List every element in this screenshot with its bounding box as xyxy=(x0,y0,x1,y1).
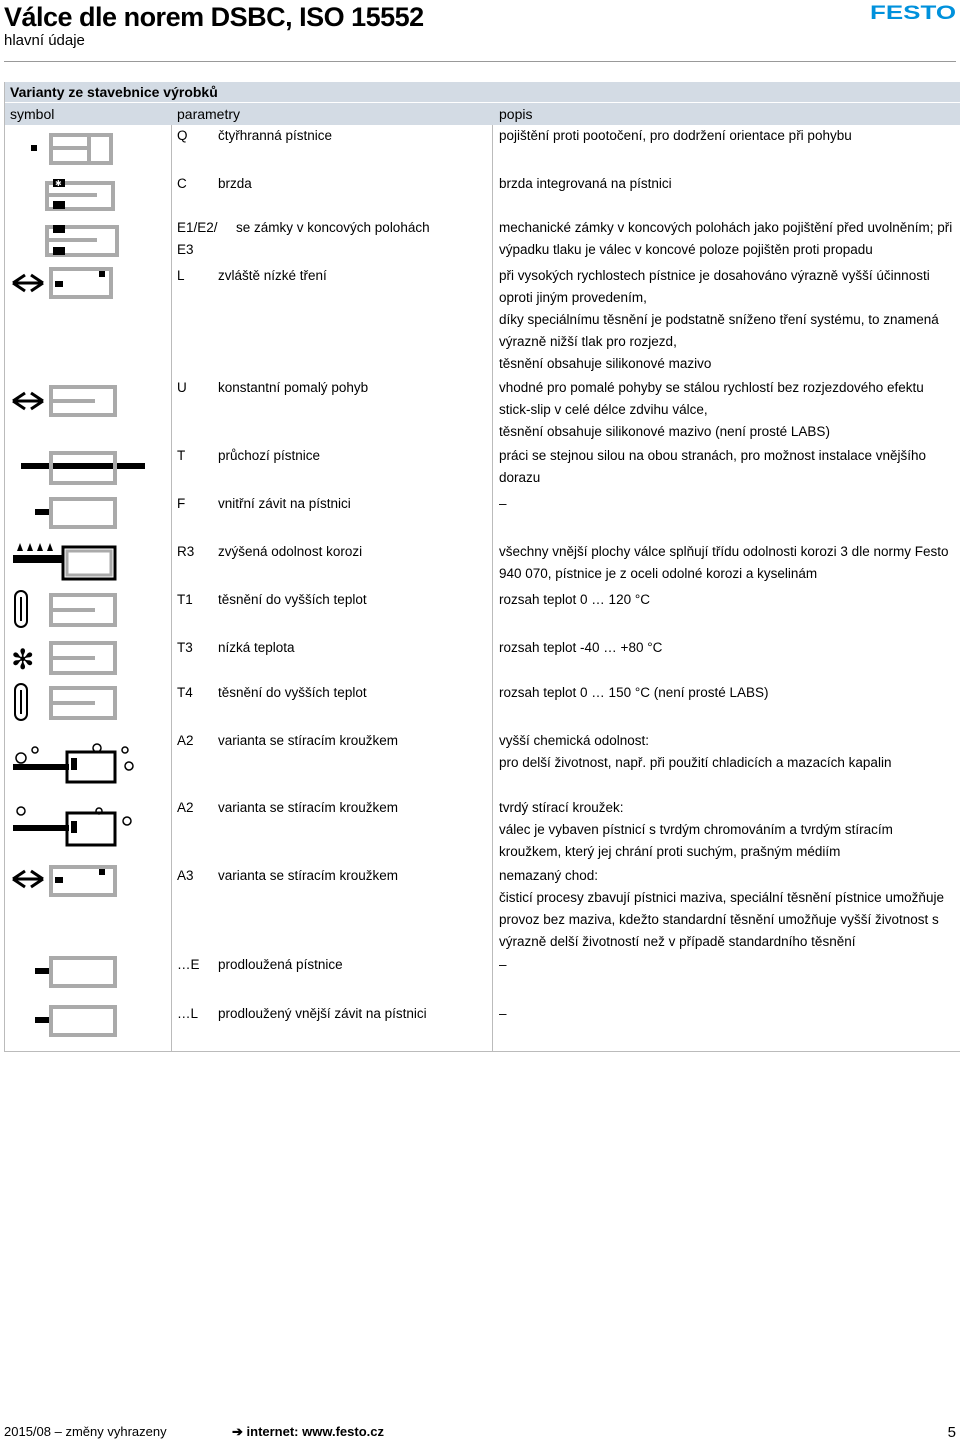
variant-parameter: nízká teplota xyxy=(218,640,295,655)
variant-parameter: těsnění do vyšších teplot xyxy=(218,592,367,607)
description-line: brzda integrovaná na pístnici xyxy=(499,176,672,191)
variant-description xyxy=(499,173,954,195)
description-line: – xyxy=(499,1006,507,1021)
description-line: díky speciálnímu těsnění je podstatně sníženo tření systému, to znamená výrazně nižší tlak pro rozjezd, xyxy=(499,312,939,349)
description-line: rozsah teplot -40 … +80 °C xyxy=(499,640,663,655)
table-row xyxy=(5,445,960,493)
variant-parameter: zvláště nízké tření xyxy=(218,268,327,283)
description-line: mechanické zámky v koncových polohách jako pojištění před uvolněním; při výpadku tlaku je válec v koncové poloze pojištěn proti propadu xyxy=(499,220,953,257)
variant-code: L xyxy=(177,268,185,283)
page-subtitle: hlavní údaje xyxy=(4,32,85,49)
table-row xyxy=(5,730,960,797)
page-title: Válce dle norem DSBC, ISO 15552 xyxy=(4,2,424,32)
brake-cylinder-icon xyxy=(5,173,171,217)
variant-description xyxy=(499,730,954,774)
table-row xyxy=(5,1003,960,1051)
variant-code: A2 xyxy=(177,733,194,748)
footer-website[interactable]: ➔ internet: www.festo.cz xyxy=(232,1424,384,1439)
square-rod-cylinder-icon xyxy=(5,125,171,173)
col-header-symbol: symbol xyxy=(10,106,55,122)
description-line: vhodné pro pomalé pohyby se stálou rychlostí bez rozjezdového efektu stick-slip v celé délce zdvihu válce, xyxy=(499,380,924,417)
description-line: práci se stejnou silou na obou stranách, pro možnost instalace vnějšího dorazu xyxy=(499,448,926,485)
variant-code: …L xyxy=(177,1006,199,1021)
svg-text:✱: ✱ xyxy=(55,179,62,188)
variant-description xyxy=(499,797,954,863)
variant-parameter: čtyřhranná pístnice xyxy=(218,128,333,143)
end-lock-cylinder-icon xyxy=(5,217,171,265)
table-row xyxy=(5,217,960,265)
variant-parameter: se zámky v koncových polohách xyxy=(236,220,430,235)
description-line: pro delší životnost, např. při použití chladicích a mazacích kapalin xyxy=(499,755,892,770)
description-line: těsnění obsahuje silikonové mazivo (není prosté LABS) xyxy=(499,424,830,439)
table-row xyxy=(5,954,960,1003)
variant-parameter: prodloužený vnější závit na pístnici xyxy=(218,1006,427,1021)
variants-table xyxy=(4,82,960,1052)
variant-parameter: vnitřní závit na pístnici xyxy=(218,496,351,511)
footer-date: 2015/08 – změny vyhrazeny xyxy=(4,1424,167,1439)
description-line: rozsah teplot 0 … 120 °C xyxy=(499,592,650,607)
table-section-title: Varianty ze stavebnice výrobků xyxy=(5,82,960,102)
variant-description xyxy=(499,445,954,489)
variant-description xyxy=(499,637,954,659)
svg-text:FESTO: FESTO xyxy=(870,4,956,20)
description-line: rozsah teplot 0 … 150 °C (není prosté LABS) xyxy=(499,685,769,700)
variant-code: T1 xyxy=(177,592,193,607)
description-line: čisticí procesy zbavují pístnici maziva, speciální těsnění pístnice umožňuje provoz bez maziva, kdežto standardní těsnění umožňuje vyšší životnost s výrazně delší životností než v případě standardního těsnění xyxy=(499,890,944,949)
table-row xyxy=(5,265,960,377)
variant-description xyxy=(499,217,954,261)
table-row xyxy=(5,682,960,730)
extended-thread-cylinder-icon xyxy=(5,1003,171,1051)
variant-code: C xyxy=(177,176,187,191)
extended-rod-cylinder-icon xyxy=(5,954,171,1003)
variant-code: T xyxy=(177,448,186,463)
snowflake-icon xyxy=(5,637,171,682)
variant-parameter: zvýšená odolnost korozi xyxy=(218,544,363,559)
wiper-ring-cylinder-icon xyxy=(5,797,171,865)
variant-description xyxy=(499,125,954,147)
variant-description xyxy=(499,954,954,976)
corrosion-resistant-cylinder-icon xyxy=(5,541,171,589)
svg-text:✻: ✻ xyxy=(11,644,35,675)
table-row xyxy=(5,865,960,954)
variant-parameter: konstantní pomalý pohyb xyxy=(218,380,369,395)
description-line: těsnění obsahuje silikonové mazivo xyxy=(499,356,712,371)
variant-parameter: těsnění do vyšších teplot xyxy=(218,685,367,700)
table-row xyxy=(5,377,960,445)
description-line: nemazaný chod: xyxy=(499,868,599,883)
variant-code: T3 xyxy=(177,640,193,655)
variant-description xyxy=(499,493,954,515)
variant-description xyxy=(499,541,954,585)
low-friction-cylinder-icon xyxy=(5,265,171,377)
description-line: tvrdý stírací kroužek: xyxy=(499,800,624,815)
variant-description xyxy=(499,1003,954,1025)
description-line: – xyxy=(499,496,507,511)
variant-code: F xyxy=(177,496,186,511)
variant-code: U xyxy=(177,380,187,395)
variant-code: A3 xyxy=(177,868,194,883)
description-line: – xyxy=(499,957,507,972)
description-line: vyšší chemická odolnost: xyxy=(499,733,650,748)
arrow-right-icon: ➔ xyxy=(232,1424,247,1439)
wiper-ring-cylinder-icon xyxy=(5,730,171,797)
thermometer-icon xyxy=(5,589,171,637)
page-number: 5 xyxy=(947,1424,956,1441)
table-row xyxy=(5,589,960,637)
table-row xyxy=(5,797,960,865)
thermometer-icon xyxy=(5,682,171,730)
variant-code: Q xyxy=(177,128,188,143)
variant-parameter: varianta se stíracím kroužkem xyxy=(218,800,399,815)
variant-code: R3 xyxy=(177,544,195,559)
variant-code: A2 xyxy=(177,800,194,815)
table-row xyxy=(5,637,960,682)
variant-description xyxy=(499,377,954,443)
variant-code: …E xyxy=(177,957,200,972)
table-row xyxy=(5,541,960,589)
slow-motion-cylinder-icon xyxy=(5,377,171,445)
variant-parameter: průchozí pístnice xyxy=(218,448,321,463)
col-header-parameters: parametry xyxy=(177,106,241,122)
table-row xyxy=(5,125,960,173)
variant-parameter: prodloužená pístnice xyxy=(218,957,343,972)
table-header-row xyxy=(5,102,960,125)
variant-code: E1/E2/ E3 xyxy=(177,220,218,257)
variant-description xyxy=(499,865,954,953)
lubrication-free-cylinder-icon xyxy=(5,865,171,954)
description-line: při vysokých rychlostech pístnice je dosahováno výrazně vyšší účinnosti oproti jiným provedením, xyxy=(499,268,930,305)
variant-parameter: varianta se stíracím kroužkem xyxy=(218,733,399,748)
through-rod-cylinder-icon xyxy=(5,445,171,493)
variant-description xyxy=(499,589,954,611)
variant-description xyxy=(499,265,954,375)
variant-parameter: brzda xyxy=(218,176,252,191)
female-thread-rod-cylinder-icon xyxy=(5,493,171,541)
table-row xyxy=(5,493,960,541)
variant-code: T4 xyxy=(177,685,193,700)
description-line: pojištění proti pootočení, pro dodržení orientace při pohybu xyxy=(499,128,852,143)
variant-parameter: varianta se stíracím kroužkem xyxy=(218,868,399,883)
description-line: všechny vnější plochy válce splňují třídu odolnosti korozi 3 dle normy Festo 940 070, pístnice je z oceli odolné korozi a kyselinám xyxy=(499,544,949,581)
table-row xyxy=(5,173,960,217)
header-rule xyxy=(4,61,956,62)
variant-description xyxy=(499,682,954,704)
description-line: válec je vybaven pístnicí s tvrdým chromováním a tvrdým stíracím kroužkem, který jej chrání proti suchým, prašným médiím xyxy=(499,822,893,859)
col-header-description: popis xyxy=(499,106,533,122)
festo-logo xyxy=(870,4,956,20)
